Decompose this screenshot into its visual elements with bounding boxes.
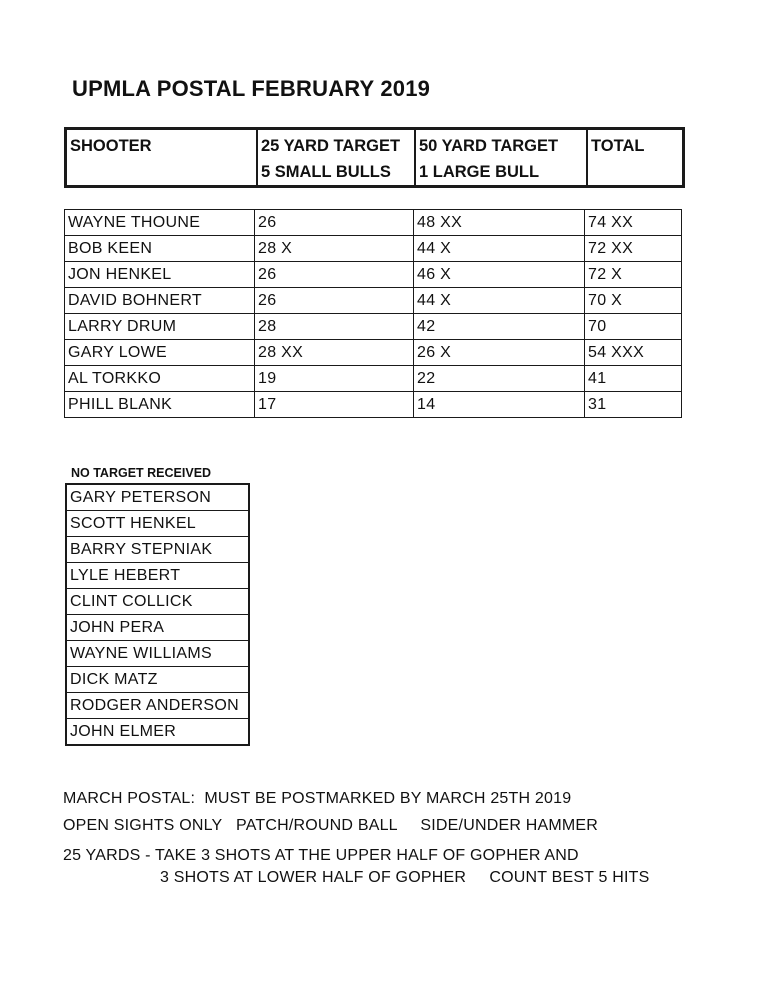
score-25-cell: 26 — [255, 288, 414, 314]
score-50-cell: 44 X — [414, 288, 585, 314]
note-line-2: OPEN SIGHTS ONLY PATCH/ROUND BALL SIDE/UNDER HAMMER — [63, 817, 599, 834]
score-25-cell: 26 — [255, 210, 414, 236]
header-25-yard: 25 YARD TARGET 5 SMALL BULLS — [257, 129, 415, 187]
results-table — [64, 209, 682, 418]
list-item — [66, 589, 249, 615]
list-item — [66, 693, 249, 719]
shooter-name-cell: JON HENKEL — [65, 262, 255, 288]
list-item — [66, 641, 249, 667]
table-row — [65, 236, 682, 262]
score-25-cell: 28 XX — [255, 340, 414, 366]
note-line-4: 3 SHOTS AT LOWER HALF OF GOPHER COUNT BEST 5 HITS — [160, 869, 650, 886]
no-target-name: WAYNE WILLIAMS — [66, 641, 249, 667]
score-50-cell: 48 XX — [414, 210, 585, 236]
list-item — [66, 719, 249, 746]
no-target-name: CLINT COLLICK — [66, 589, 249, 615]
header-row — [66, 129, 684, 187]
header-total: TOTAL — [587, 129, 684, 187]
no-target-label: NO TARGET RECEIVED — [71, 466, 212, 480]
total-cell: 41 — [585, 366, 682, 392]
table-row — [65, 210, 682, 236]
header-50-yard: 50 YARD TARGET 1 LARGE BULL — [415, 129, 587, 187]
score-25-cell: 17 — [255, 392, 414, 418]
total-cell: 70 X — [585, 288, 682, 314]
header-shooter: SHOOTER — [66, 129, 258, 187]
shooter-name-cell: PHILL BLANK — [65, 392, 255, 418]
score-50-cell: 44 X — [414, 236, 585, 262]
score-50-cell: 26 X — [414, 340, 585, 366]
no-target-name: BARRY STEPNIAK — [66, 537, 249, 563]
shooter-name-cell: LARRY DRUM — [65, 314, 255, 340]
no-target-table — [65, 483, 250, 746]
shooter-name-cell: GARY LOWE — [65, 340, 255, 366]
total-cell: 31 — [585, 392, 682, 418]
score-50-cell: 46 X — [414, 262, 585, 288]
score-50-cell: 22 — [414, 366, 585, 392]
score-25-cell: 26 — [255, 262, 414, 288]
shooter-name-cell: WAYNE THOUNE — [65, 210, 255, 236]
no-target-name: GARY PETERSON — [66, 484, 249, 511]
shooter-name-cell: AL TORKKO — [65, 366, 255, 392]
list-item — [66, 667, 249, 693]
no-target-name: RODGER ANDERSON — [66, 693, 249, 719]
note-line-3: 25 YARDS - TAKE 3 SHOTS AT THE UPPER HALF OF GOPHER AND — [63, 847, 579, 864]
table-row — [65, 314, 682, 340]
list-item — [66, 615, 249, 641]
table-row — [65, 288, 682, 314]
total-cell: 72 XX — [585, 236, 682, 262]
no-target-name: JOHN PERA — [66, 615, 249, 641]
header-table — [64, 127, 685, 188]
total-cell: 70 — [585, 314, 682, 340]
note-line-1: MARCH POSTAL: MUST BE POSTMARKED BY MARCH 25TH 2019 — [63, 790, 572, 807]
no-target-name: SCOTT HENKEL — [66, 511, 249, 537]
table-row — [65, 262, 682, 288]
shooter-name-cell: BOB KEEN — [65, 236, 255, 262]
no-target-name: DICK MATZ — [66, 667, 249, 693]
list-item — [66, 537, 249, 563]
table-row — [65, 392, 682, 418]
total-cell: 54 XXX — [585, 340, 682, 366]
score-25-cell: 19 — [255, 366, 414, 392]
page-title: UPMLA POSTAL FEBRUARY 2019 — [72, 76, 431, 101]
list-item — [66, 511, 249, 537]
list-item — [66, 563, 249, 589]
shooter-name-cell: DAVID BOHNERT — [65, 288, 255, 314]
score-50-cell: 14 — [414, 392, 585, 418]
no-target-name: JOHN ELMER — [66, 719, 249, 746]
list-item — [66, 484, 249, 511]
total-cell: 72 X — [585, 262, 682, 288]
table-row — [65, 340, 682, 366]
total-cell: 74 XX — [585, 210, 682, 236]
score-25-cell: 28 X — [255, 236, 414, 262]
no-target-name: LYLE HEBERT — [66, 563, 249, 589]
table-row — [65, 366, 682, 392]
score-50-cell: 42 — [414, 314, 585, 340]
score-25-cell: 28 — [255, 314, 414, 340]
